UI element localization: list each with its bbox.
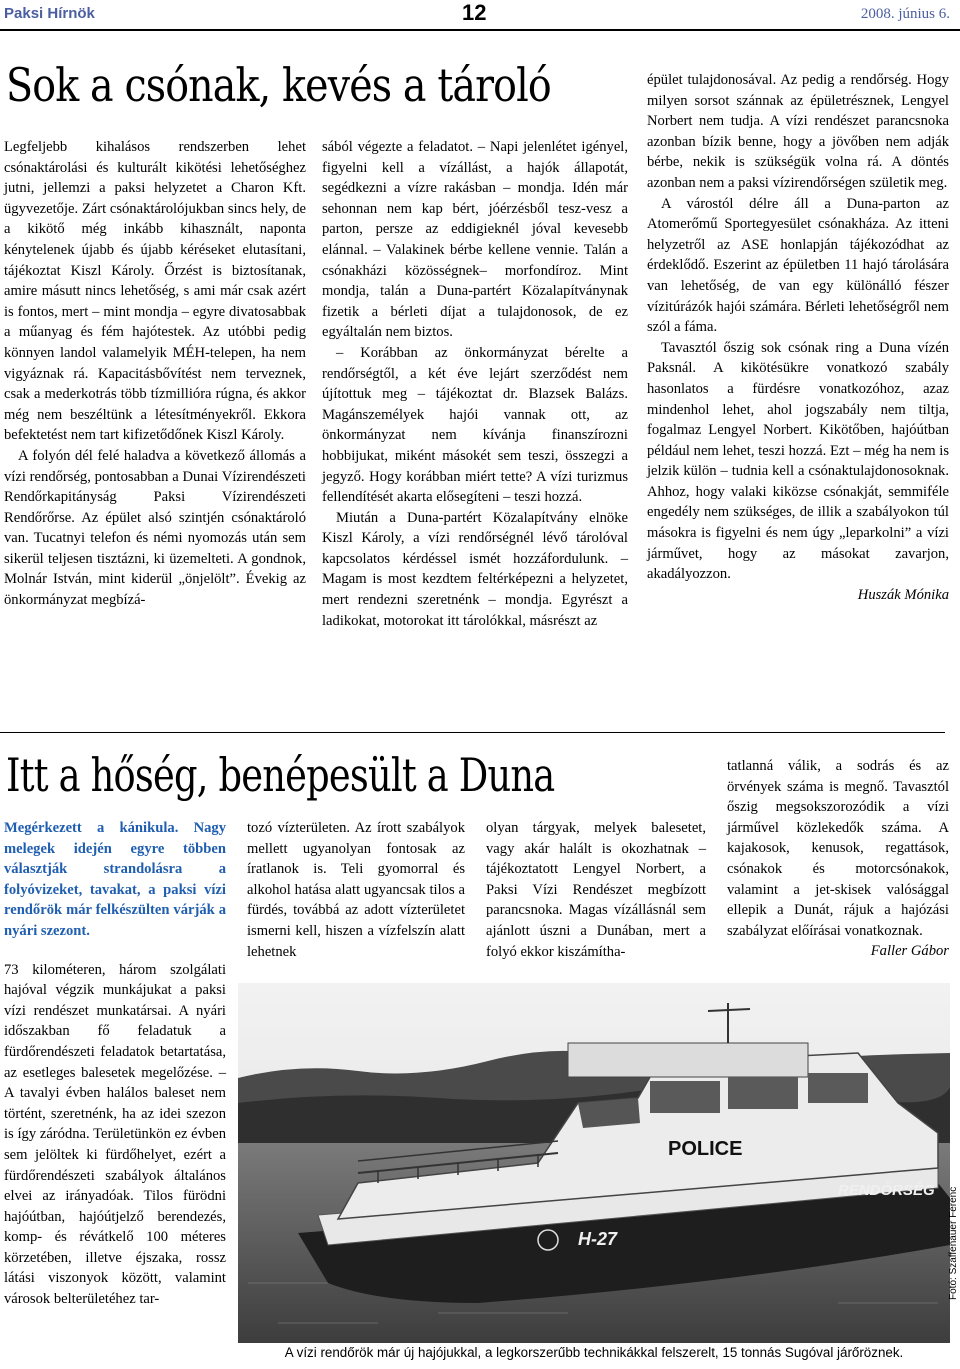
article1-column-1 [4, 137, 306, 611]
page-number: 12 [462, 0, 487, 25]
boat-police-label: POLICE [668, 1138, 743, 1160]
header-rule [0, 29, 960, 31]
article2-column-1 [4, 818, 226, 1310]
lead-paragraph: Megérkezett a kánikula. Nagy melegek idején egyre többen választják strandolásra a folyóvizeket, tavakat, a paksi vízi rendőrök már felkészülten várják a nyári szezont. [4, 820, 226, 939]
newspaper-name: Paksi Hírnök [4, 5, 95, 22]
paragraph: Miután a Duna-partért Közalapítvány elnöke Kiszl Károly, a vízi rendőrségnél lévő tárolóval kapcsolatos kérdéssel ismét hozzáfordulunk. – Magam is most kezdtem feltérképezni a helyzetet, mert rendezni szeretnénk – mondja. Egyrészt a ladikokat, motorokat itt tárolókkal, másrészt az [322, 509, 628, 629]
article2-column-4 [727, 756, 949, 962]
paragraph: A várostól délre áll a Duna-parton az Atomerőmű Sportegyesület csónakháza. Az itteni helyzetről az ASE honlapján tájékozódhat az érdeklődő. Eszerint az épületben 11 hajó tárolására van lehetőség, de van egy különálló fészer vízitúrázók hajói számára. Bérleti lehetőségről nem szól a fáma. [647, 195, 949, 336]
article2-column-2 [247, 818, 465, 962]
article1-column-2 [322, 137, 628, 631]
article-title: Itt a hőség, benépesült a Duna [6, 748, 555, 802]
paragraph: sából végezte a feladatot. – Napi jelenlétet igényel, figyelni kell a vízállást, a hajók állapotát, segédkezni a vízre rakásban – mondja. Idén már sehonnan nem kap bért, jóérzésből tesz-vesz a parton, persze az eddigieknél jóval kevesebb elánnal. – Valakinek bérbe kellene vennie. Talán a csónakházi közösségnek– morfondíroz. Mint mondja, talán a Duna-partért Közalapítványnak fizetik a bérleti díjat a tulajdonosok, de ez egyáltalán nem biztos. [322, 139, 628, 341]
hull-code-label: H-27 [578, 1229, 618, 1249]
photo-caption: A vízi rendőrök már új hajójukkal, a legkorszerűbb technikákkal felszerelt, 15 tonnás Sugóval járőröznek. [284, 1345, 904, 1360]
paragraph: tatlanná válik, a sodrás és az örvények száma is megnő. Tavasztól őszig megsokszorozódik a vízi járművel közlekedők száma. A kajakosok, kenusok, regattások, csónakok és motorcsónakok, valamint a jet-skisek valósággal ellepik a Dunát, rájuk a hajózási szabályzat előírásai vonatkoznak. [727, 758, 949, 939]
article-divider [0, 732, 945, 733]
police-boat-photo [238, 983, 950, 1343]
hull-emblem-icon [538, 1230, 558, 1250]
paragraph: Legfeljebb kihalásos rendszerben lehet csónaktárolási és kulturált kikötési lehetőséghez jutni, jellemzi a paksi helyzetet a Charon Kft. ügyvezetője. Zárt csónaktárolójukban sincs hely, de a kikötő még inkább kihasznált, naponta kénytelenek újabb és újabb kéréseket elutasítani, tájékoztat Kiszl Károly. Őrzést is biztosítanak, amire másutt nincs lehetőség, s ami már csak azért is fontos, mert – mint mondja – egyre divatosabbak a műanyag és fém hajótestek. Az utóbbi pedig könnyen landol valamelyik MÉH-telepen, ha nem vigyáznak rá. Kapacitásbővítést nem terveznek, csak a mederkotrás több tízmillióra rúgna, és akkor még nem beszéltünk a létesítményekről. Ekkora befektetést nem tart kifizetődőnek Kiszl Károly. [4, 139, 306, 444]
hull-side-text: RENDŐRSÉG [838, 1182, 935, 1199]
paragraph: 73 kilométeren, három szolgálati hajóval végzik munkájukat a paksi vízi rendészet munkatársai. A nyári időszakban fő feladatuk a fürdőrendészeti feladatok betartatása, az esetleges balesetek megelőzése. – A tavalyi évben halálos baleset nem történt, szeretnénk, ha az idei szezon is így záródna. Területünkön ez évben sem jelöltek ki fürdőhelyet, ezért a fürdőrendészeti szabályok általános elvei az irányadóak. Tilos fürödni hajóútban, hajóútjelző berendezés, komp- és révátkelő 100 méteres körzetében, illetve éjszaka, rossz látási viszonyok között, valamint városok belterületéhez tar- [4, 961, 226, 1308]
page-header [0, 0, 960, 28]
photo-credit: Fotó: Szaffenauer Ferenc [948, 1186, 959, 1300]
paragraph: olyan tárgyak, melyek balesetet, vagy akár halált is okozhatnak – tájékoztatott Lengyel Norbert, a Paksi Vízi Rendészet megbízott parancsnoka. Magas vízállásnál sem ajánlott úszni a Dunában, mert a folyó ekkor kiszámítha- [486, 820, 706, 960]
paragraph: A folyón dél felé haladva a következő állomás a vízi rendőrség, pontosabban a Dunai Vízirendészeti Rendőrkapitányság Paksi Vízirendészeti Rendőrőrse. Az épület alsó szintjén csónaktároló van. Tucatnyi telefon és némi nyomozás után sem sikerül teljesen tisztázni, ki üzemelteti. A gondnok, Molnár István, mint kiderül „önjelölt”. Évekig az önkormányzat megbízá- [4, 447, 306, 609]
author-signature: Faller Gábor [870, 943, 949, 960]
paragraph: tozó vízterületen. Az írott szabályok mellett ugyanolyan fontosak az íratlanok is. Teli gyomorral és alkohol hatása alatt ugyancsak tilos a fürdés, továbbá az adott vízterületet ismerni kell, hiszen a vízfelszín alatt lehetnek [247, 820, 465, 960]
author-signature: Huszák Mónika [857, 586, 949, 603]
issue-date: 2008. június 6. [860, 6, 950, 22]
article1-column-3 [647, 70, 949, 605]
article2-column-3 [486, 818, 706, 962]
paragraph: Tavasztól őszig sok csónak ring a Duna vízén Paksnál. A kikötésükre vonatkozó szabály hasonlatos a fürdésre vonatkozóhoz, azaz mindenhol lehet, ahol jogszabály nem tiltja, fogalmaz Lengyel Norbert. Kikötőben, hajóútban például nem lehet, teszi hozzá. Ezt – még ha nem is jelzik külön – tudnia kell a csónaktulajdonosoknak. Ahhoz, hogy valaki kiközse csónakját, semmiféle engedély nem szükséges, de illik a szabályokon túl másokra is figyelni és nem úgy „leparkolni” a vízi járművet, hogy az másokat zavarjon, akadályozzon. [647, 339, 949, 583]
paragraph: – Korábban az önkormányzat bérelte a rendőrségtől, a két éve lejárt szerződést nem újítottuk meg – tájékoztat dr. Blazsek Balázs. Magánszemélyek hajói vannak ott, az önkormányzat nem kívánja finanszírozni hobbijukat, miként másokét sem teszi, összegzi a jegyző. Hogy korábban miért tette? A vízi turizmus fellendítését akarta elősegíteni – teszi hozzá. [322, 344, 628, 506]
paragraph: épület tulajdonosával. Az pedig a rendőrség. Hogy milyen sorsot szánnak az épületrésznek, Lengyel Norbert nem tudja. A vízi rendészet parancsnoka azonban bízik benne, hogy a jövőben nem adják bérbe, nekik is szükségük volna rá. A döntés azonban nem a paksi vízirendőrségen születik meg. [647, 72, 949, 191]
article-title: Sok a csónak, kevés a tároló [6, 58, 551, 112]
